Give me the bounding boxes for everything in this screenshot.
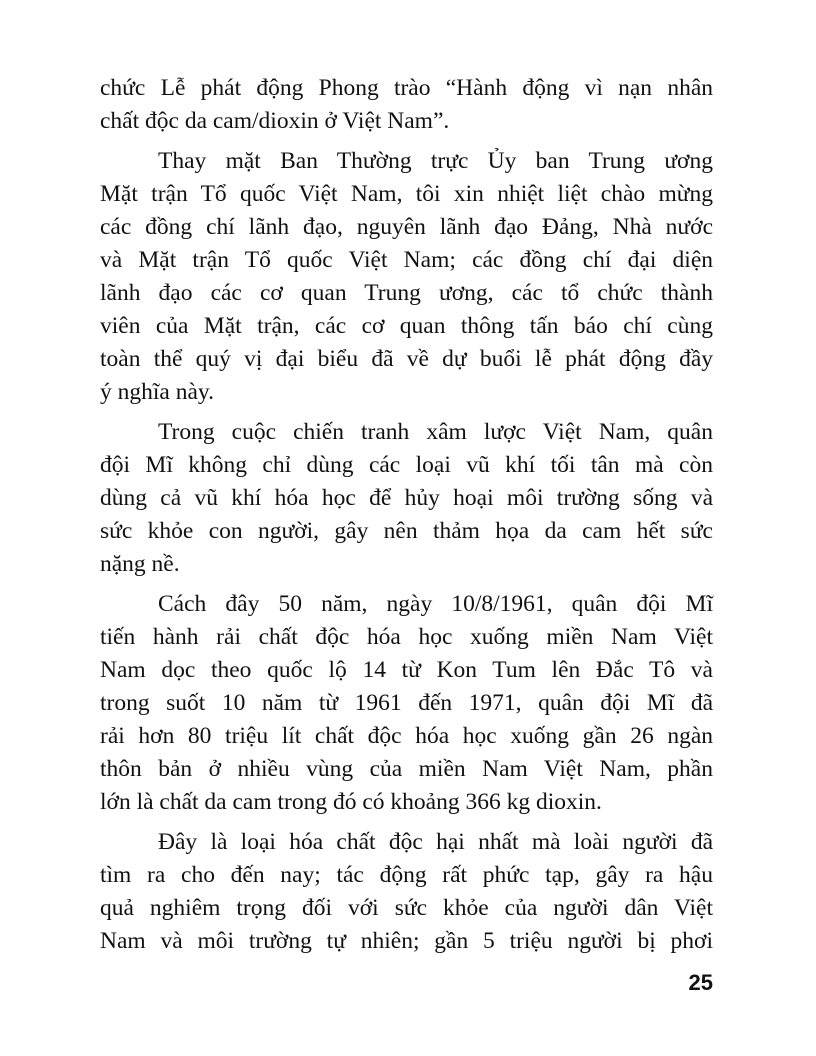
text-line: ý nghĩa này. <box>100 379 214 405</box>
text-line: Nam và môi trường tự nhiên; gần 5 triệu người bị phơi <box>100 928 713 954</box>
text-line: Cách đây 50 năm, ngày 10/8/1961, quân đội Mĩ <box>158 591 713 617</box>
paragraph <box>100 826 713 958</box>
text-line: dùng cả vũ khí hóa học để hủy hoại môi trường sống và <box>100 485 713 511</box>
text-line: Nam dọc theo quốc lộ 14 từ Kon Tum lên Đắc Tô và <box>100 657 713 683</box>
text-line: tìm ra cho đến nay; tác động rất phức tạp, gây ra hậu <box>100 862 713 888</box>
text-line: lớn là chất da cam trong đó có khoảng 366 kg dioxin. <box>100 789 602 815</box>
text-line: nặng nề. <box>100 551 180 577</box>
text-line: sức khỏe con người, gây nên thảm họa da cam hết sức <box>100 518 713 544</box>
text-line: viên của Mặt trận, các cơ quan thông tấn báo chí cùng <box>100 313 713 339</box>
text-line: chức Lễ phát động Phong trào “Hành động vì nạn nhân <box>100 75 713 101</box>
paragraph <box>100 588 713 819</box>
text-line: và Mặt trận Tổ quốc Việt Nam; các đồng chí đại diện <box>100 247 713 273</box>
text-line: rải hơn 80 triệu lít chất độc hóa học xuống gần 26 ngàn <box>100 723 713 749</box>
text-line: đội Mĩ không chỉ dùng các loại vũ khí tối tân mà còn <box>100 452 713 478</box>
text-line: Đây là loại hóa chất độc hại nhất mà loài người đã <box>158 829 713 855</box>
body-text <box>100 72 713 965</box>
text-line: các đồng chí lãnh đạo, nguyên lãnh đạo Đảng, Nhà nước <box>100 214 713 240</box>
text-line: Mặt trận Tổ quốc Việt Nam, tôi xin nhiệt liệt chào mừng <box>100 181 713 207</box>
text-line: trong suốt 10 năm từ 1961 đến 1971, quân đội Mĩ đã <box>100 690 713 716</box>
paragraph <box>100 72 713 138</box>
page-number: 25 <box>688 970 713 995</box>
text-line: quả nghiêm trọng đối với sức khỏe của người dân Việt <box>100 895 713 921</box>
text-line: Trong cuộc chiến tranh xâm lược Việt Nam, quân <box>158 419 713 445</box>
text-line: toàn thể quý vị đại biểu đã về dự buổi lễ phát động đầy <box>100 346 713 372</box>
text-line: Thay mặt Ban Thường trực Ủy ban Trung ương <box>158 148 713 174</box>
text-line: thôn bản ở nhiều vùng của miền Nam Việt Nam, phần <box>100 756 713 782</box>
paragraph <box>100 416 713 581</box>
text-line: chất độc da cam/dioxin ở Việt Nam”. <box>100 108 450 134</box>
text-line: tiến hành rải chất độc hóa học xuống miền Nam Việt <box>100 624 713 650</box>
paragraph <box>100 145 713 409</box>
text-line: lãnh đạo các cơ quan Trung ương, các tổ chức thành <box>100 280 713 306</box>
